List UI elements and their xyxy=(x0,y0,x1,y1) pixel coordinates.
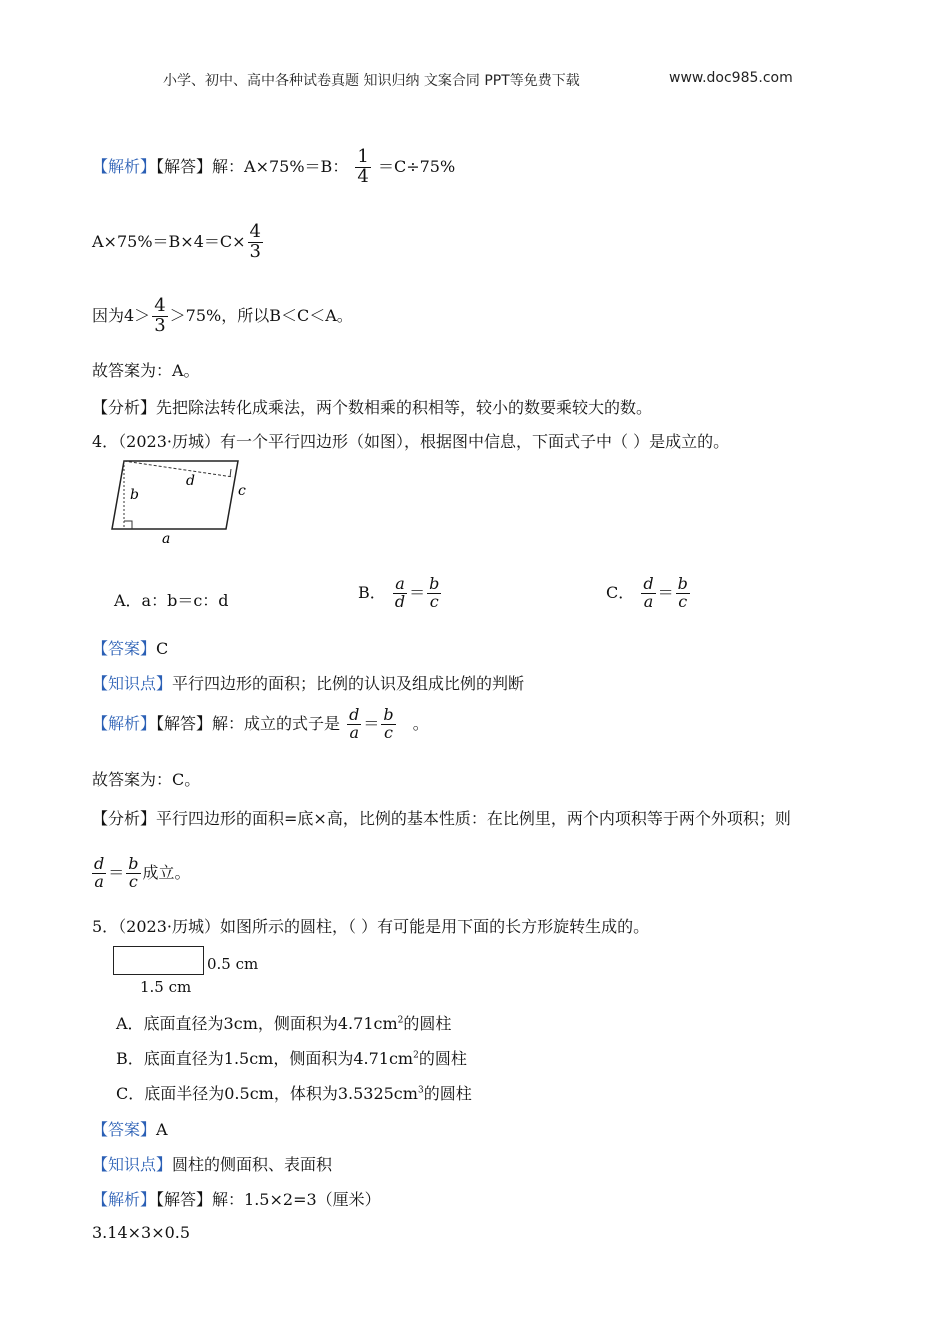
q5-stem: 5．（2023·历城）如图所示的圆柱，（ ）有可能是用下面的长方形旋转生成的。 xyxy=(92,917,650,936)
numerator: a xyxy=(393,576,407,594)
analysis-text: 平行四边形的面积=底×高，比例的基本性质：在比例里，两个内项积等于两个外项积；则 xyxy=(156,809,791,828)
q4-stem: 4．（2023·历城）有一个平行四边形（如图），根据图中信息，下面式子中（ ）是成立的。 xyxy=(92,432,730,451)
fraction xyxy=(126,856,140,891)
tag-jieda: 【解答】 xyxy=(156,1190,213,1209)
right-angle-mark xyxy=(124,521,132,529)
solution-text: ＝C÷75% xyxy=(377,156,456,176)
numerator: d xyxy=(349,705,360,724)
numerator: b xyxy=(128,854,139,873)
tag-jiexi: 【解析】 xyxy=(92,1190,157,1209)
solution-text: 解：A×75%＝B： xyxy=(212,156,349,176)
knowledge-text: 平行四边形的面积；比例的认识及组成比例的判断 xyxy=(172,674,525,693)
denominator: c xyxy=(429,591,439,611)
q5-knowledge xyxy=(92,1152,332,1175)
denominator: a xyxy=(349,722,360,742)
numerator: b xyxy=(383,705,394,724)
rectangle-figure xyxy=(113,946,204,975)
denominator: 3 xyxy=(249,240,261,262)
q5-calc: 3.14×3×0.5 xyxy=(92,1223,191,1242)
q4-answer-line: 故答案为：C。 xyxy=(92,770,201,789)
numerator: b xyxy=(677,574,688,593)
q3-solution-line xyxy=(92,148,455,187)
denominator: 4 xyxy=(357,165,369,187)
option-label: C． xyxy=(606,582,635,602)
fraction xyxy=(248,223,263,262)
q3-answer-line: 故答案为：A。 xyxy=(92,361,200,380)
solution-text: 解：1.5×2=3（厘米） xyxy=(212,1190,381,1209)
fraction xyxy=(347,707,361,742)
fraction xyxy=(393,576,407,611)
tag-jiexi: 【解析】 xyxy=(92,156,157,176)
denominator: 3 xyxy=(154,314,166,336)
tag-daan: 【答案】 xyxy=(92,639,157,658)
superscript: 2 xyxy=(397,1015,404,1026)
option-text: 的圆柱 xyxy=(418,1049,467,1068)
q4-analysis-cont xyxy=(90,856,191,891)
analysis-text: 先把除法转化成乘法，两个数相乘的积相等，较小的数要乘较大的数。 xyxy=(156,398,653,417)
answer-value: C xyxy=(156,639,169,658)
q3-line3 xyxy=(92,297,353,336)
solution-text: 。 xyxy=(412,713,429,733)
comparison-text: ＞75%，所以B＜C＜A。 xyxy=(169,305,353,325)
option-text: C．底面半径为0.5cm，体积为3.5325cm xyxy=(116,1084,418,1103)
answer-value: A xyxy=(156,1120,168,1139)
denominator: d xyxy=(394,591,406,611)
denominator: a xyxy=(643,591,654,611)
option-text: 的圆柱 xyxy=(423,1084,472,1103)
option-label: B． xyxy=(358,582,386,602)
label-a: a xyxy=(162,531,171,547)
equals: ＝ xyxy=(657,582,674,602)
right-angle-mark xyxy=(230,469,231,477)
analysis-text: 成立。 xyxy=(142,862,191,882)
tag-zhishidian: 【知识点】 xyxy=(92,674,173,693)
label-b: b xyxy=(130,487,139,503)
equals: ＝ xyxy=(363,713,380,733)
denominator: a xyxy=(94,871,104,891)
equation-text: A×75%＝B×4＝C× xyxy=(92,231,246,251)
denominator: c xyxy=(678,591,688,611)
q5-solution xyxy=(92,1187,381,1210)
denominator: c xyxy=(128,871,138,891)
numerator: d xyxy=(643,574,654,593)
q3-analysis xyxy=(92,395,652,418)
label-c: c xyxy=(238,483,246,499)
denominator: c xyxy=(384,722,394,742)
tag-zhishidian: 【知识点】 xyxy=(92,1155,173,1174)
q4-solution xyxy=(92,707,429,742)
comparison-text: 因为4＞ xyxy=(92,305,151,325)
fraction xyxy=(355,148,370,187)
numerator: d xyxy=(94,854,105,873)
height-d-line xyxy=(124,461,233,477)
fraction xyxy=(427,576,441,611)
option-text: B．底面直径为1.5cm，侧面积为4.71cm xyxy=(116,1049,414,1068)
fraction xyxy=(381,707,395,742)
option-text: 的圆柱 xyxy=(403,1014,452,1033)
q5-answer xyxy=(92,1117,168,1140)
q3-line2 xyxy=(92,223,265,262)
q4-analysis xyxy=(92,806,791,829)
equals: ＝ xyxy=(108,862,125,882)
q4-option-b[interactable] xyxy=(358,576,443,611)
numerator: 1 xyxy=(357,146,369,167)
q5-option-a[interactable] xyxy=(116,1011,451,1034)
q4-option-a[interactable]: A．a：b＝c：d xyxy=(114,591,229,610)
numerator: 4 xyxy=(249,221,261,242)
tag-daan: 【答案】 xyxy=(92,1120,157,1139)
tag-jieda: 【解答】 xyxy=(156,156,213,176)
superscript: 3 xyxy=(417,1085,424,1096)
option-text: A．底面直径为3cm，侧面积为4.71cm xyxy=(116,1014,398,1033)
solution-text: 解：成立的式子是 xyxy=(212,713,341,733)
q4-option-c[interactable] xyxy=(606,576,692,611)
q5-option-c[interactable] xyxy=(116,1081,472,1104)
q5-option-b[interactable] xyxy=(116,1046,467,1069)
numerator: 4 xyxy=(154,295,166,316)
tag-jieda: 【解答】 xyxy=(156,713,213,733)
knowledge-text: 圆柱的侧面积、表面积 xyxy=(172,1155,333,1174)
fraction xyxy=(676,576,690,611)
equals: ＝ xyxy=(409,582,426,602)
header-url[interactable]: www.doc985.com xyxy=(669,70,793,86)
rect-width-label: 1.5 cm xyxy=(140,978,192,996)
rect-height-label: 0.5 cm xyxy=(207,955,259,973)
tag-jiexi: 【解析】 xyxy=(92,713,157,733)
q4-answer xyxy=(92,636,168,659)
fraction xyxy=(152,297,167,336)
numerator: b xyxy=(429,574,440,593)
tag-fenxi: 【分析】 xyxy=(92,809,157,828)
header-text: 小学、初中、高中各种试卷真题 知识归纳 文案合同 PPT等免费下载 xyxy=(163,73,580,89)
q4-knowledge xyxy=(92,671,524,694)
fraction xyxy=(92,856,106,891)
label-d: d xyxy=(186,473,195,489)
superscript: 2 xyxy=(413,1050,419,1061)
parallelogram-figure xyxy=(108,455,253,550)
fraction xyxy=(641,576,655,611)
tag-fenxi: 【分析】 xyxy=(92,398,157,417)
